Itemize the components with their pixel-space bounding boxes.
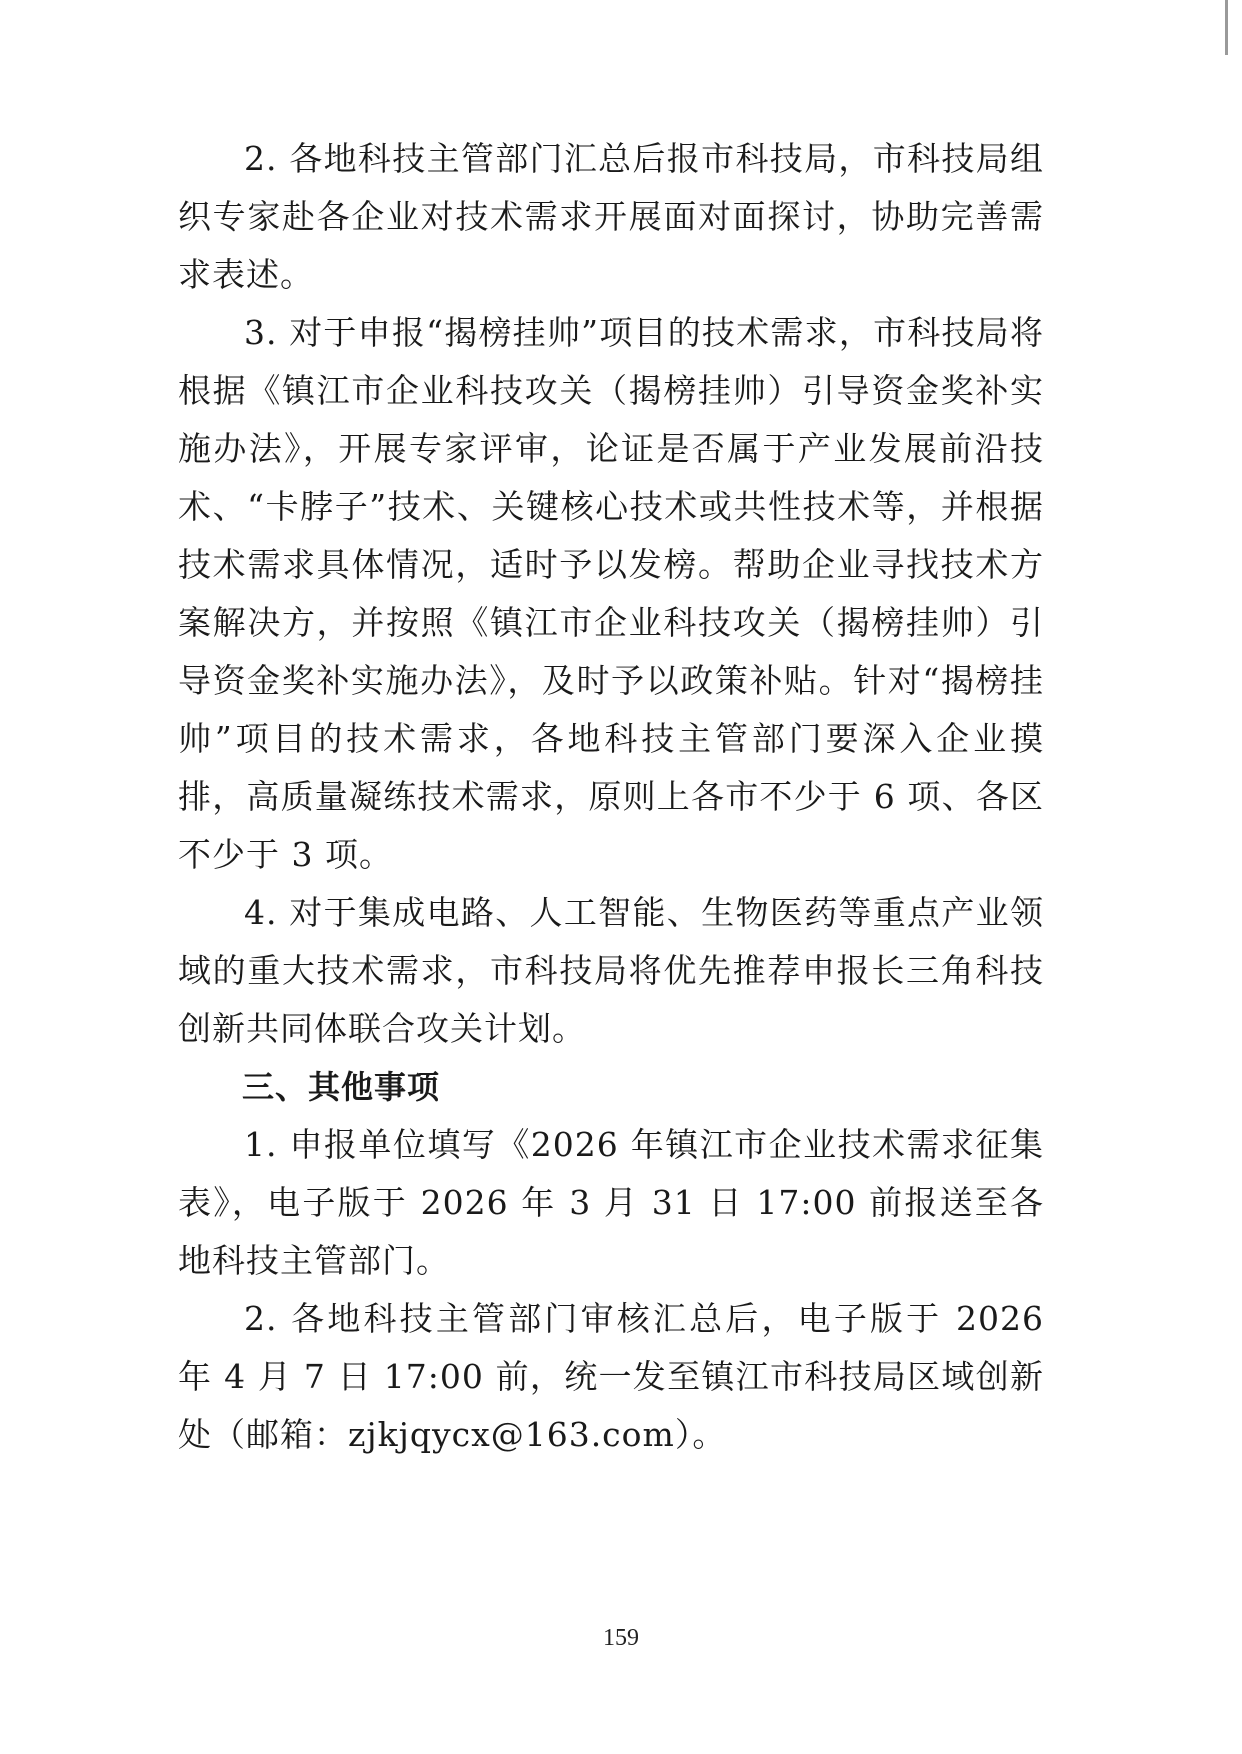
page-edge-mark: [1225, 0, 1228, 55]
paragraph-3-jiebang-guashuai: 3. 对于申报“揭榜挂帅”项目的技术需求，市科技局将根据《镇江市企业科技攻关（揭榜挂帅）引导资金奖补实施办法》，开展专家评审，论证是否属于产业发展前沿技术、“卡脖子”技术、关键核心技术或共性技术等，并根据技术需求具体情况，适时予以发榜。帮助企业寻找技术方案解决方，并按照《镇江市企业科技攻关（揭榜挂帅）引导资金奖补实施办法》，及时予以政策补贴。针对“揭榜挂帅”项目的技术需求，各地科技主管部门要深入企业摸排，高质量凝练技术需求，原则上各市不少于 6 项、各区不少于 3 项。: [178, 313, 1044, 874]
paragraph-4-key-industries: 4. 对于集成电路、人工智能、生物医药等重点产业领域的重大技术需求，市科技局将优先推荐申报长三角科技创新共同体联合攻关计划。: [178, 893, 1044, 1048]
body-text: [178, 130, 1044, 1464]
section-heading-other-matters: 三、其他事项: [242, 1068, 441, 1106]
paragraph-other-2-email: 2. 各地科技主管部门审核汇总后，电子版于 2026 年 4 月 7 日 17:00 前，统一发至镇江市科技局区域创新处（邮箱：zjkjqycx@163.com）。: [178, 1299, 1044, 1454]
paragraph-other-1-submission: 1. 申报单位填写《2026 年镇江市企业技术需求征集表》，电子版于 2026 年 3 月 31 日 17:00 前报送至各地科技主管部门。: [178, 1125, 1044, 1280]
page-number: 159: [603, 1625, 639, 1651]
paragraph-2-report-summary: 2. 各地科技主管部门汇总后报市科技局，市科技局组织专家赴各企业对技术需求开展面对面探讨，协助完善需求表述。: [178, 139, 1044, 294]
